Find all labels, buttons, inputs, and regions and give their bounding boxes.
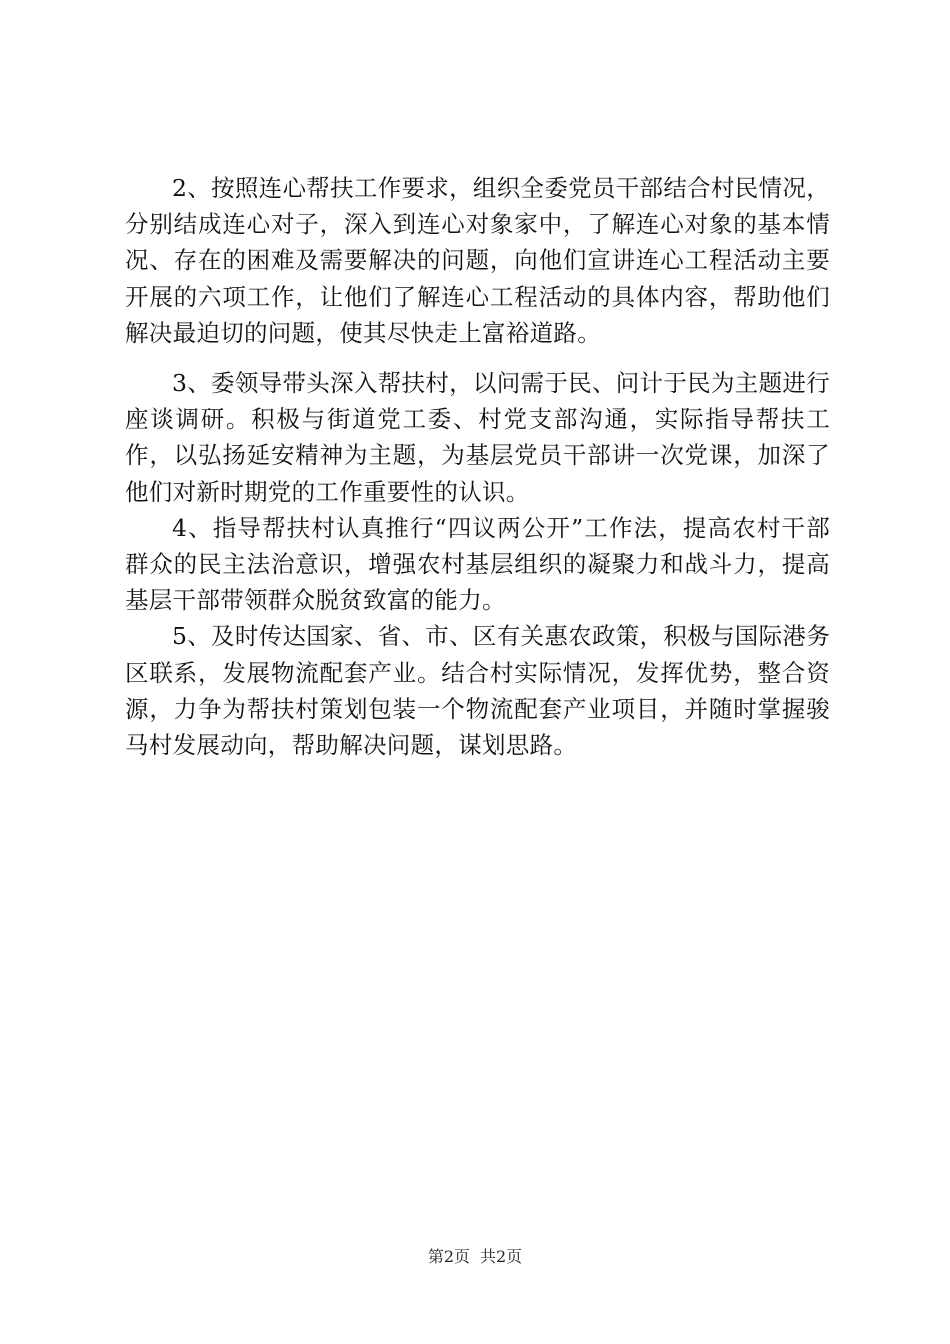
paragraph-item-3: 3、委领导带头深入帮扶村，以问需于民、问计于民为主题进行座谈调研。积极与街道党工委、村党支部沟通，实际指导帮扶工作，以弘扬延安精神为主题，为基层党员干部讲一次党课，加深了他们对新时期党的工作重要性的认识。 bbox=[125, 369, 830, 506]
page-total: 共2页 bbox=[480, 1247, 523, 1266]
page-footer bbox=[0, 1244, 950, 1267]
paragraph-item-2: 2、按照连心帮扶工作要求，组织全委党员干部结合村民情况，分别结成连心对子，深入到连心对象家中，了解连心对象的基本情况、存在的困难及需要解决的问题，向他们宣讲连心工程活动主要开展的六项工作，让他们了解连心工程活动的具体内容，帮助他们解决最迫切的问题，使其尽快走上富裕道路。 bbox=[125, 174, 830, 347]
paragraph-item-4: 4、指导帮扶村认真推行“四议两公开”工作法，提高农村干部群众的民主法治意识，增强农村基层组织的凝聚力和战斗力，提高基层干部带领群众脱贫致富的能力。 bbox=[125, 513, 830, 615]
page-number: 第2页 bbox=[427, 1247, 470, 1266]
document-body bbox=[125, 170, 830, 763]
paragraph-item-5: 5、及时传达国家、省、市、区有关惠农政策，积极与国际港务区联系，发展物流配套产业。结合村实际情况，发挥优势，整合资源，力争为帮扶村策划包装一个物流配套产业项目，并随时掌握骏马村发展动向，帮助解决问题，谋划思路。 bbox=[125, 622, 830, 760]
